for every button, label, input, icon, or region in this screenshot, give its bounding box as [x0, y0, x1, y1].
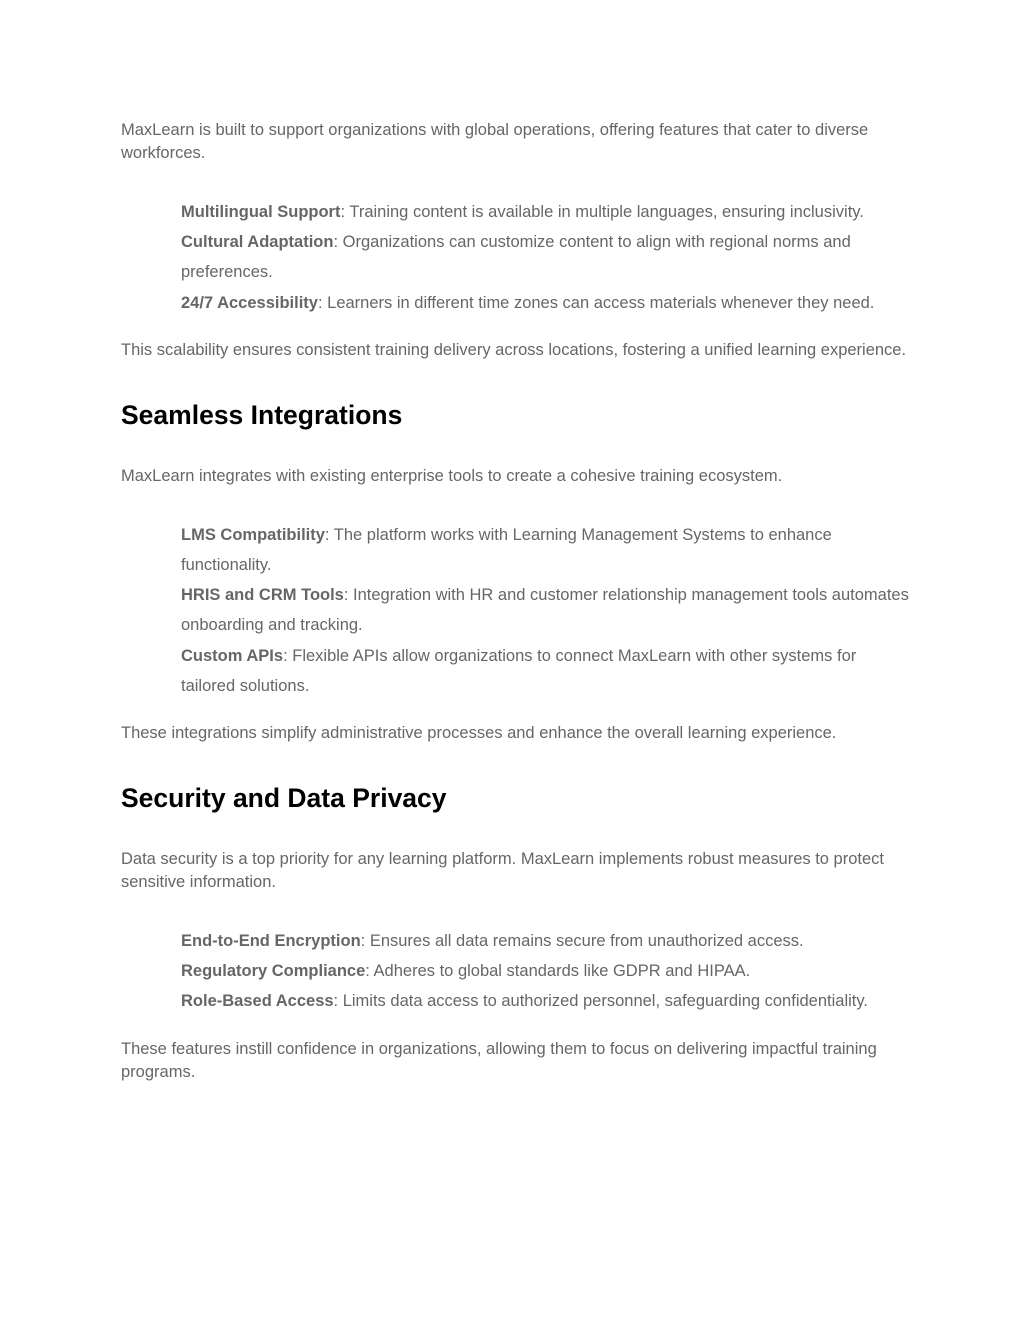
feature-term: Regulatory Compliance [181, 962, 366, 981]
intro-closing-paragraph: This scalability ensures consistent training delivery across locations, fostering a unified learning experience. [121, 340, 907, 359]
feature-desc: : Organizations can customize content to align with regional norms and preferences. [181, 233, 851, 282]
feature-term: End-to-End Encryption [181, 932, 361, 951]
feature-desc: : Limits data access to authorized personnel, safeguarding confidentiality. [333, 992, 868, 1011]
list-item [181, 926, 911, 956]
feature-desc: : Learners in different time zones can access materials whenever they need. [317, 293, 875, 312]
feature-term: Custom APIs [181, 646, 284, 665]
integrations-closing-paragraph: These integrations simplify administrative processes and enhance the overall learning experience. [121, 724, 837, 743]
feature-term: Multilingual Support [181, 203, 341, 221]
feature-term: HRIS and CRM Tools [181, 586, 344, 605]
list-item [181, 227, 911, 287]
list-item [181, 520, 911, 580]
feature-term: Role-Based Access [181, 992, 334, 1011]
integrations-feature-list [121, 520, 911, 701]
section-heading-security: Security and Data Privacy [121, 783, 447, 814]
document-page [121, 119, 911, 1084]
security-closing-paragraph: These features instill confidence in organizations, allowing them to focus on delivering impactful training programs. [121, 1039, 877, 1081]
security-feature-list [121, 926, 911, 1017]
feature-desc: : Integration with HR and customer relationship management tools automates onboarding and tracking. [181, 586, 909, 635]
feature-term: 24/7 Accessibility [181, 293, 318, 312]
feature-desc: : Flexible APIs allow organizations to connect MaxLearn with other systems for tailored solutions. [181, 646, 857, 695]
feature-term: Cultural Adaptation [181, 233, 334, 252]
list-item [181, 641, 911, 701]
integrations-paragraph: MaxLearn integrates with existing enterprise tools to create a cohesive training ecosystem. [121, 466, 783, 485]
feature-desc: : Training content is available in multiple languages, ensuring inclusivity. [340, 203, 864, 221]
list-item [181, 197, 911, 227]
intro-feature-list [121, 197, 911, 318]
security-paragraph: Data security is a top priority for any learning platform. MaxLearn implements robust measures to protect sensitive information. [121, 850, 884, 892]
feature-desc: : Ensures all data remains secure from unauthorized access. [360, 932, 804, 951]
intro-paragraph: MaxLearn is built to support organizations with global operations, offering features that cater to diverse workforces. [121, 121, 869, 162]
feature-desc: : Adheres to global standards like GDPR and HIPAA. [365, 962, 751, 981]
list-item [181, 986, 911, 1016]
list-item [181, 580, 911, 640]
list-item [181, 288, 911, 318]
section-heading-integrations: Seamless Integrations [121, 399, 403, 430]
feature-desc: : The platform works with Learning Management Systems to enhance functionality. [181, 525, 832, 575]
list-item [181, 956, 911, 986]
feature-term: LMS Compatibility [181, 525, 325, 544]
